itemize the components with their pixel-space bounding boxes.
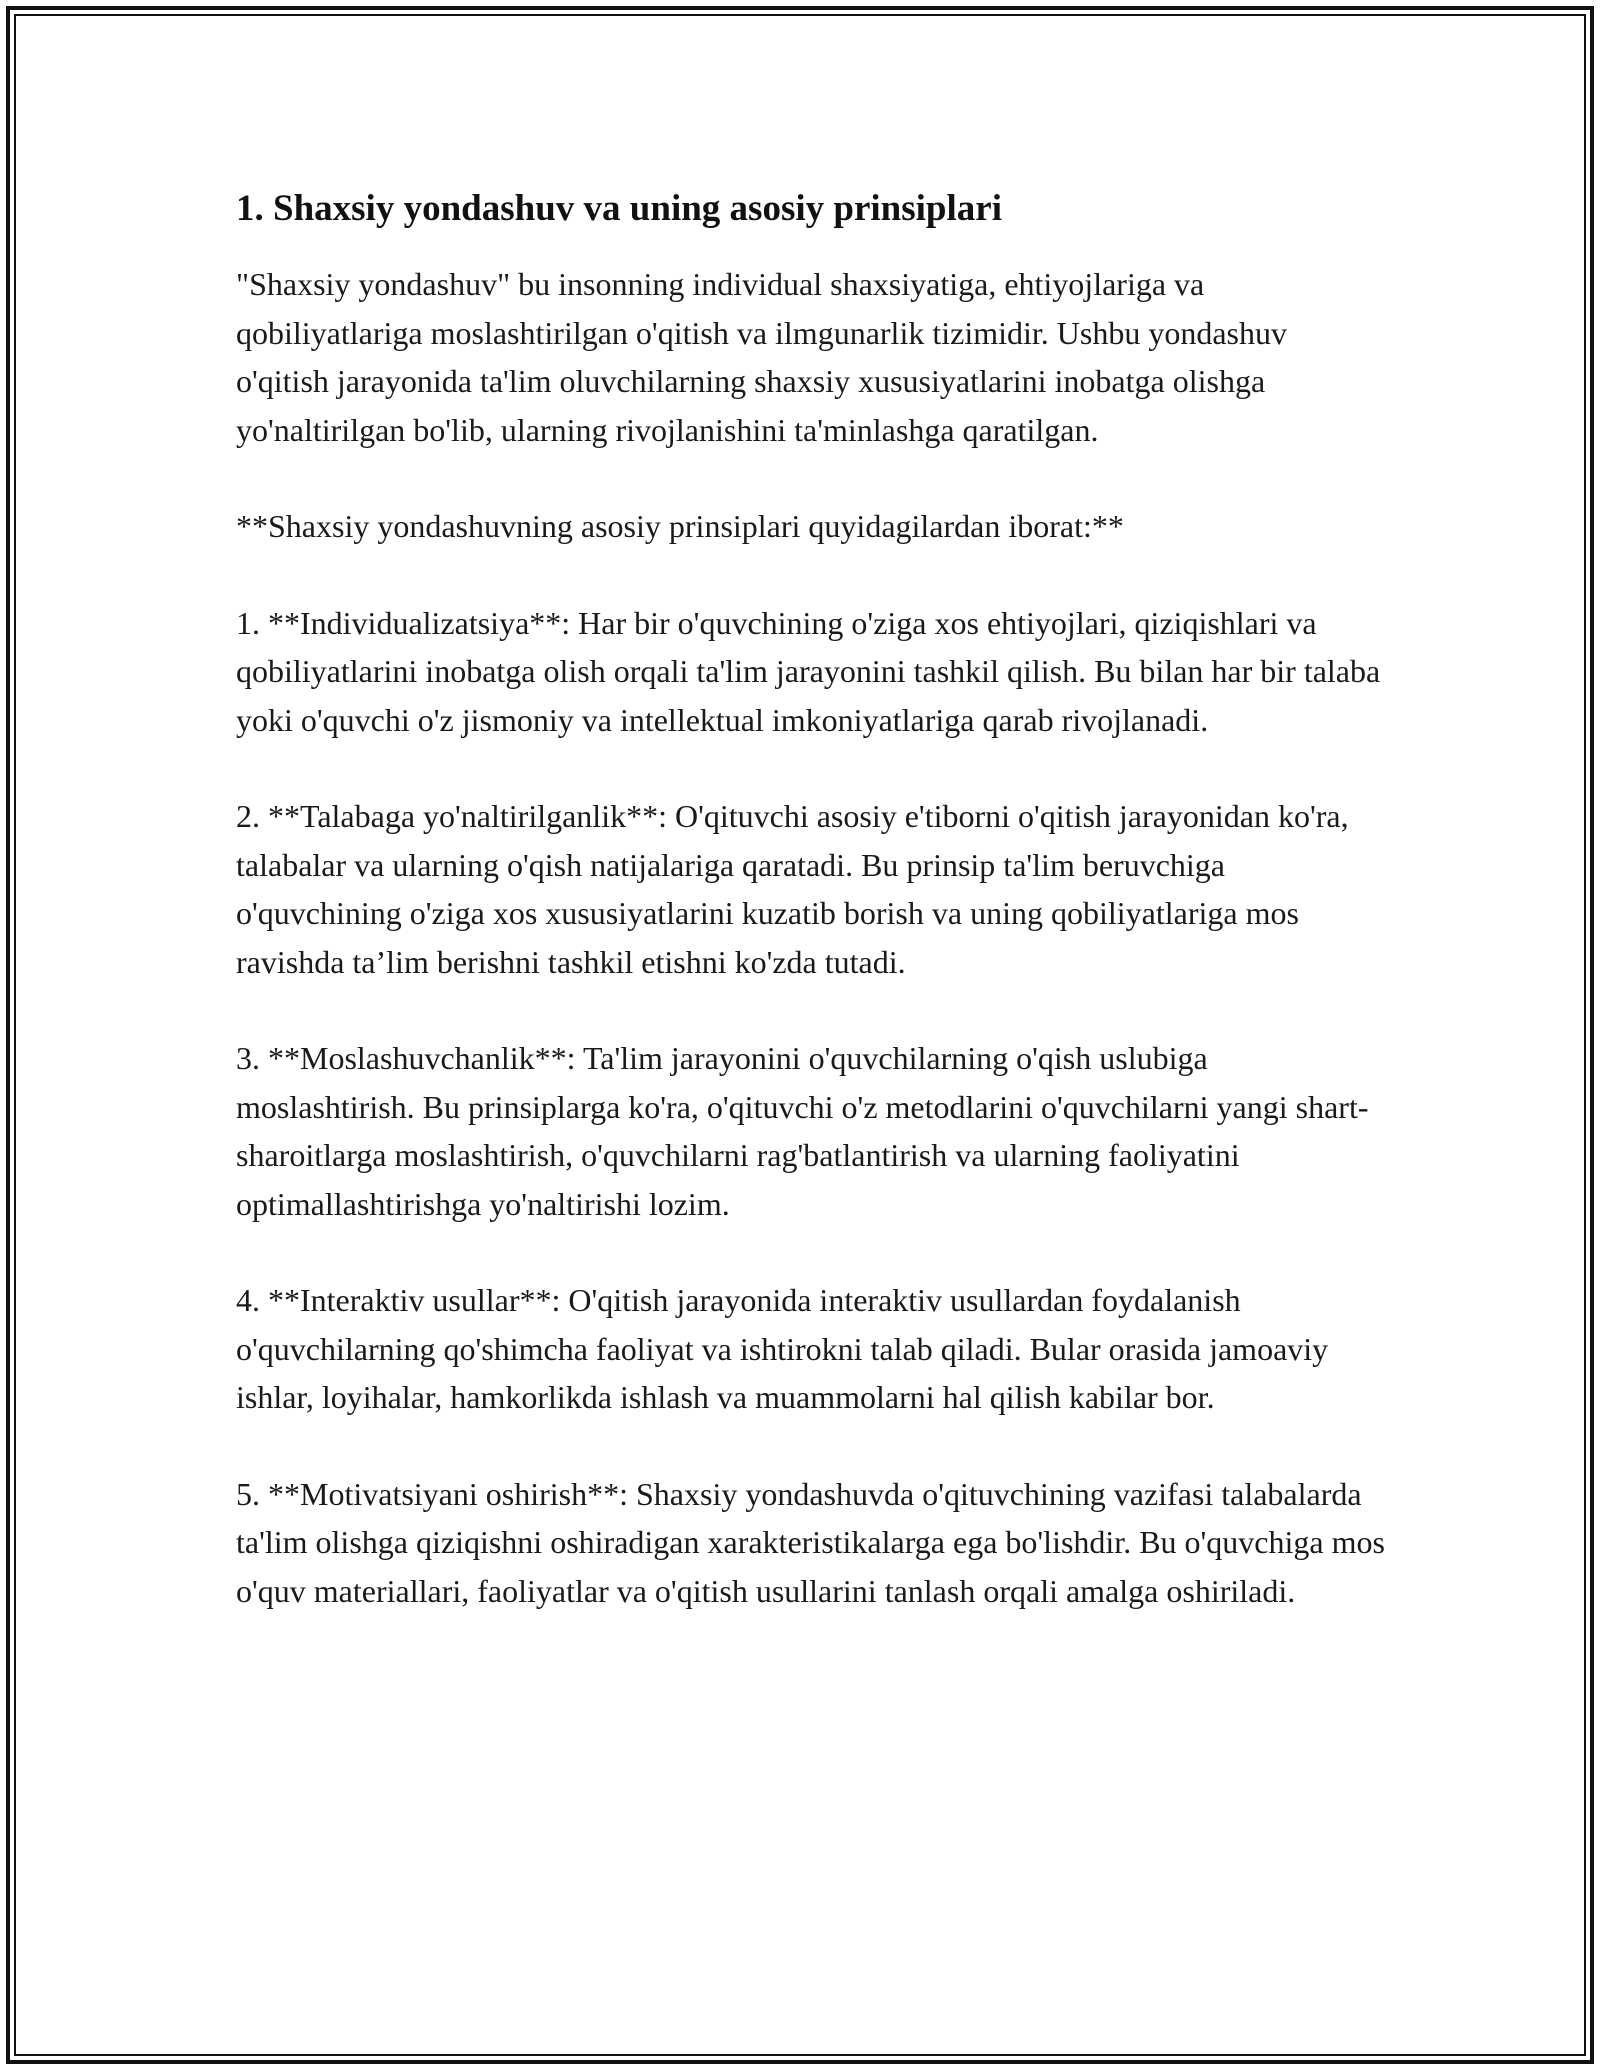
principle-item: 5. **Motivatsiyani oshirish**: Shaxsiy yondashuvda o'qituvchining vazifasi talabalarda ta'lim olishga qiziqishni oshiradigan xarakteristikalarga ega bo'lishdir. Bu o'quvchiga mos o'quv materiallari, faoliyatlar va o'qitish usullarini tanlash orqali amalga oshiriladi. xyxy=(236,1475,1385,1609)
principle-item: 1. **Individualizatsiya**: Har bir o'quvchining o'ziga xos ehtiyojlari, qiziqishlari va qobiliyatlarini inobatga olish orqali ta'lim jarayonini tashkil qilish. Bu bilan har bir talaba yoki o'quvchi o'z jismoniy va intellektual imkoniyatlariga qarab rivojlanadi. xyxy=(236,604,1381,738)
principles-heading: **Shaxsiy yondashuvning asosiy prinsiplari quyidagilardan iborat:** xyxy=(236,508,1124,545)
principle-item: 2. **Talabaga yo'naltirilganlik**: O'qituvchi asosiy e'tiborni o'qitish jarayonidan ko'ra, talabalar va ularning o'qish natijalariga qaratadi. Bu prinsip ta'lim beruvchiga o'quvchining o'ziga xos xususiyatlarini kuzatib borish va uning qobiliyatlariga mos ravishda ta’lim berishni tashkil etishni ko'zda tutadi. xyxy=(236,798,1349,980)
document-title: 1. Shaxsiy yondashuv va uning asosiy prinsiplari xyxy=(236,188,1002,229)
principle-item: 3. **Moslashuvchanlik**: Ta'lim jarayonini o'quvchilarning o'qish uslubiga moslashtirish. Bu prinsiplarga ko'ra, o'qituvchi o'z metodlarini o'quvchilarni yangi shart-sharoitlarga moslashtirish, o'quvchilarni rag'batlantirish va ularning faoliyatini optimallashtirishga yo'naltirishi lozim. xyxy=(236,1040,1369,1222)
intro-paragraph: "Shaxsiy yondashuv" bu insonning individual shaxsiyatiga, ehtiyojlariga va qobiliyatlariga moslashtirilgan o'qitish va ilmgunarlik tizimidir. Ushbu yondashuv o'qitish jarayonida ta'lim oluvchilarning shaxsiy xususiyatlarini inobatga olishga yo'naltirilgan bo'lib, ularning rivojlanishini ta'minlashga qaratilgan. xyxy=(236,266,1287,448)
principle-item: 4. **Interaktiv usullar**: O'qitish jarayonida interaktiv usullardan foydalanish o'quvchilarning qo'shimcha faoliyat va ishtirokni talab qiladi. Bular orasida jamoaviy ishlar, loyihalar, hamkorlikda ishlash va muammolarni hal qilish kabilar bor. xyxy=(236,1282,1329,1416)
document-body xyxy=(236,186,1386,1663)
